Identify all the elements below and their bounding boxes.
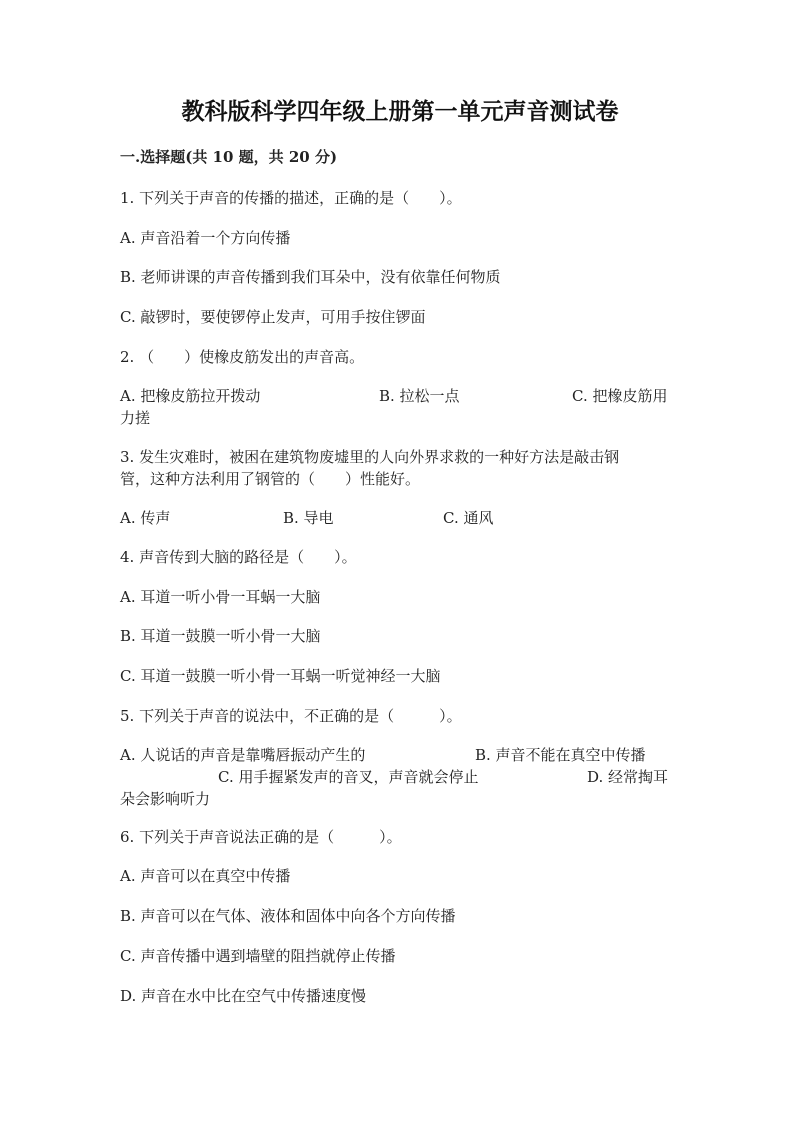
q6-option-d: D. 声音在水中比在空气中传播速度慢 bbox=[120, 987, 367, 1005]
q5-option-b: B. 声音不能在真空中传播 bbox=[475, 746, 646, 764]
q1-stem: 1. 下列关于声音的传播的描述，正确的是（ ）。 bbox=[120, 189, 462, 207]
q2-option-a: A. 把橡皮筋拉开拨动 bbox=[120, 387, 261, 405]
q2-stem: 2. （ ）使橡皮筋发出的声音高。 bbox=[120, 348, 365, 366]
q1-option-b: B. 老师讲课的声音传播到我们耳朵中，没有依靠任何物质 bbox=[120, 268, 501, 286]
q3-stem-line1: 3. 发生灾难时，被困在建筑物废墟里的人向外界求救的一种好方法是敲击钢 bbox=[120, 448, 620, 466]
q4-option-b: B. 耳道一鼓膜一听小骨一大脑 bbox=[120, 627, 321, 645]
q1-option-a: A. 声音沿着一个方向传播 bbox=[120, 229, 291, 247]
q5-option-a: A. 人说话的声音是靠嘴唇振动产生的 bbox=[120, 746, 366, 764]
q4-option-a: A. 耳道一听小骨一耳蜗一大脑 bbox=[120, 588, 321, 606]
q5-option-c: C. 用手握紧发声的音叉，声音就会停止 bbox=[218, 768, 479, 786]
q6-stem: 6. 下列关于声音说法正确的是（ ）。 bbox=[120, 828, 402, 846]
q5-option-d-continued: 朵会影响听力 bbox=[120, 790, 211, 808]
q2-options-row bbox=[120, 385, 680, 407]
q3-option-c: C. 通风 bbox=[443, 509, 494, 527]
q5-stem: 5. 下列关于声音的说法中，不正确的是（ ）。 bbox=[120, 707, 462, 725]
q5-options-row-1 bbox=[120, 744, 680, 766]
q2-option-b: B. 拉松一点 bbox=[379, 387, 460, 405]
section-heading: 一.选择题(共 10 题，共 20 分) bbox=[120, 148, 338, 166]
q1-option-c: C. 敲锣时，要使锣停止发声，可用手按住锣面 bbox=[120, 308, 426, 326]
q3-option-a: A. 传声 bbox=[120, 509, 171, 527]
q4-stem: 4. 声音传到大脑的路径是（ ）。 bbox=[120, 548, 357, 566]
q2-option-c-continued: 力搓 bbox=[120, 409, 151, 427]
q3-stem-line2: 管，这种方法利用了钢管的（ ）性能好。 bbox=[120, 470, 421, 488]
q6-option-b: B. 声音可以在气体、液体和固体中向各个方向传播 bbox=[120, 907, 456, 925]
q6-option-a: A. 声音可以在真空中传播 bbox=[120, 867, 291, 885]
q3-options-row bbox=[120, 507, 680, 529]
q3-option-b: B. 导电 bbox=[283, 509, 334, 527]
q6-option-c: C. 声音传播中遇到墙壁的阻挡就停止传播 bbox=[120, 947, 396, 965]
q4-option-c: C. 耳道一鼓膜一听小骨一耳蜗一听觉神经一大脑 bbox=[120, 667, 441, 685]
q5-option-d: D. 经常掏耳 bbox=[587, 768, 669, 786]
exam-title: 教科版科学四年级上册第一单元声音测试卷 bbox=[181, 98, 619, 125]
q5-options-row-2 bbox=[120, 766, 680, 788]
q2-option-c: C. 把橡皮筋用 bbox=[572, 387, 668, 405]
